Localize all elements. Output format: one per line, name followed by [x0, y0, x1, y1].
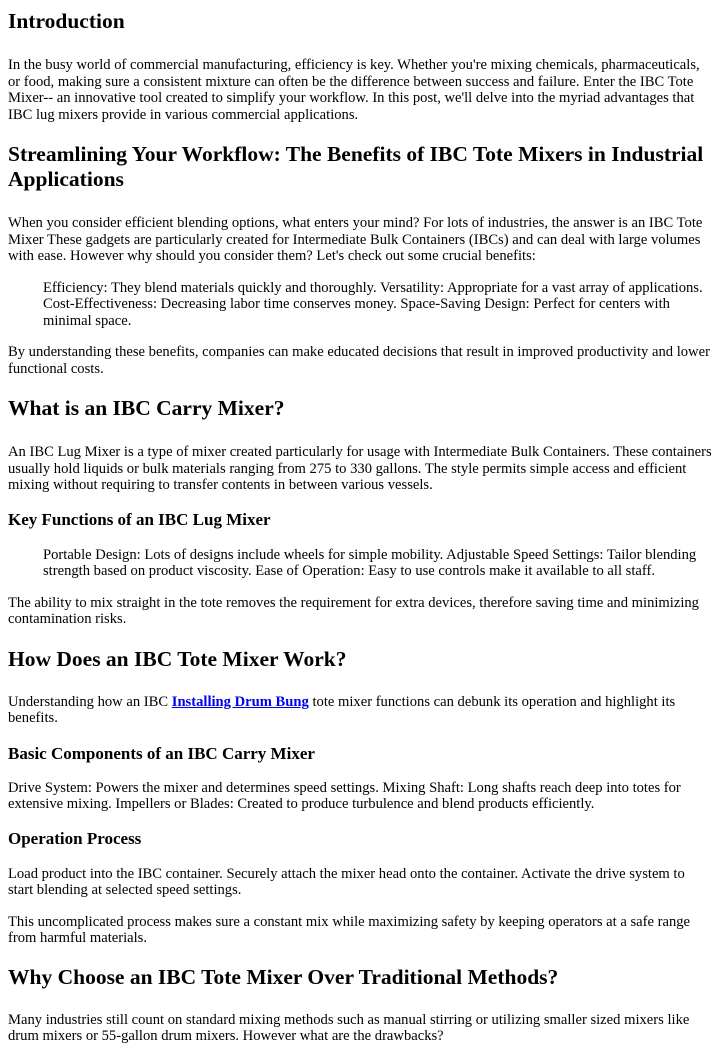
heading-basic-components: Basic Components of an IBC Carry Mixer: [8, 743, 315, 763]
heading-why-choose: Why Choose an IBC Tote Mixer Over Traditional Methods?: [8, 964, 559, 989]
paragraph-why-choose: Many industries still count on standard mixing methods such as manual stirring or utilizing smaller sized mixers like drum mixers or 55-gallon drum mixers. However what are the drawbacks?: [8, 1011, 690, 1044]
benefits-list: Efficiency: They blend materials quickly and thoroughly. Versatility: Appropriate for a vast array of applications. Cost-Effectiveness: Decreasing labor time conserves money. Space-Saving Design: Perfect for centers with minimal space.: [43, 279, 703, 329]
heading-streamlining-workflow: Streamlining Your Workflow: The Benefits of IBC Tote Mixers in Industrial Applications: [8, 142, 704, 191]
paragraph-operation-process: Load product into the IBC container. Securely attach the mixer head onto the container. Activate the drive system to start blending at selected speed settings.: [8, 865, 685, 898]
heading-operation-process: Operation Process: [8, 828, 142, 848]
heading-what-is-ibc-mixer: What is an IBC Carry Mixer?: [8, 396, 285, 420]
how-text-after: tote mixer functions can debunk its operation and highlight its benefits.: [8, 693, 676, 726]
paragraph-benefits-conclusion: By understanding these benefits, companies can make educated decisions that result in improved productivity and lower functional costs.: [8, 344, 710, 377]
paragraph-streamlining: When you consider efficient blending options, what enters your mind? For lots of industries, the answer is an IBC Tote Mixer These gadgets are particularly created for Intermediate Bulk Containers (IBCs) and can deal with large volumes with ease. However why should you consider them? Let's check out some crucial benefits:: [8, 215, 703, 264]
paragraph-what-is: An IBC Lug Mixer is a type of mixer created particularly for usage with Intermediate Bulk Containers. These containers usually hold liquids or bulk materials ranging from 275 to 330 gallons. The style permits simple access and efficient mixing without requiring to transfer contents in between various vessels.: [8, 444, 712, 493]
paragraph-introduction: In the busy world of commercial manufacturing, efficiency is key. Whether you're mixing chemicals, pharmaceuticals, or food, making sure a consistent mixture can often be the difference between success and failure. Enter the IBC Tote Mixer-- an innovative tool created to simplify your workflow. In this post, we'll delve into the myriad advantages that IBC lug mixers provide in various commercial applications.: [8, 57, 700, 123]
paragraph-ability: The ability to mix straight in the tote removes the requirement for extra devices, therefore saving time and minimizing contamination risks.: [8, 594, 699, 627]
paragraph-basic-components: Drive System: Powers the mixer and determines speed settings. Mixing Shaft: Long shafts reach deep into totes for extensive mixing. Impellers or Blades: Created to produce turbulence and blend products efficiently.: [8, 779, 681, 812]
paragraph-operation-safety: This uncomplicated process makes sure a constant mix while maximizing safety by keeping operators at a safe range from harmful materials.: [8, 913, 691, 946]
installing-drum-bung-link[interactable]: Installing Drum Bung: [171, 693, 309, 710]
how-text-before: Understanding how an IBC: [8, 693, 172, 710]
key-functions-list: Portable Design: Lots of designs include wheels for simple mobility. Adjustable Speed Settings: Tailor blending strength based on product viscosity. Ease of Operation: Easy to use controls make it available to all staff.: [43, 546, 697, 579]
paragraph-how-it-works: [8, 694, 712, 727]
heading-introduction: Introduction: [8, 9, 125, 33]
heading-how-it-works: How Does an IBC Tote Mixer Work?: [8, 646, 347, 671]
heading-key-functions: Key Functions of an IBC Lug Mixer: [8, 509, 271, 529]
